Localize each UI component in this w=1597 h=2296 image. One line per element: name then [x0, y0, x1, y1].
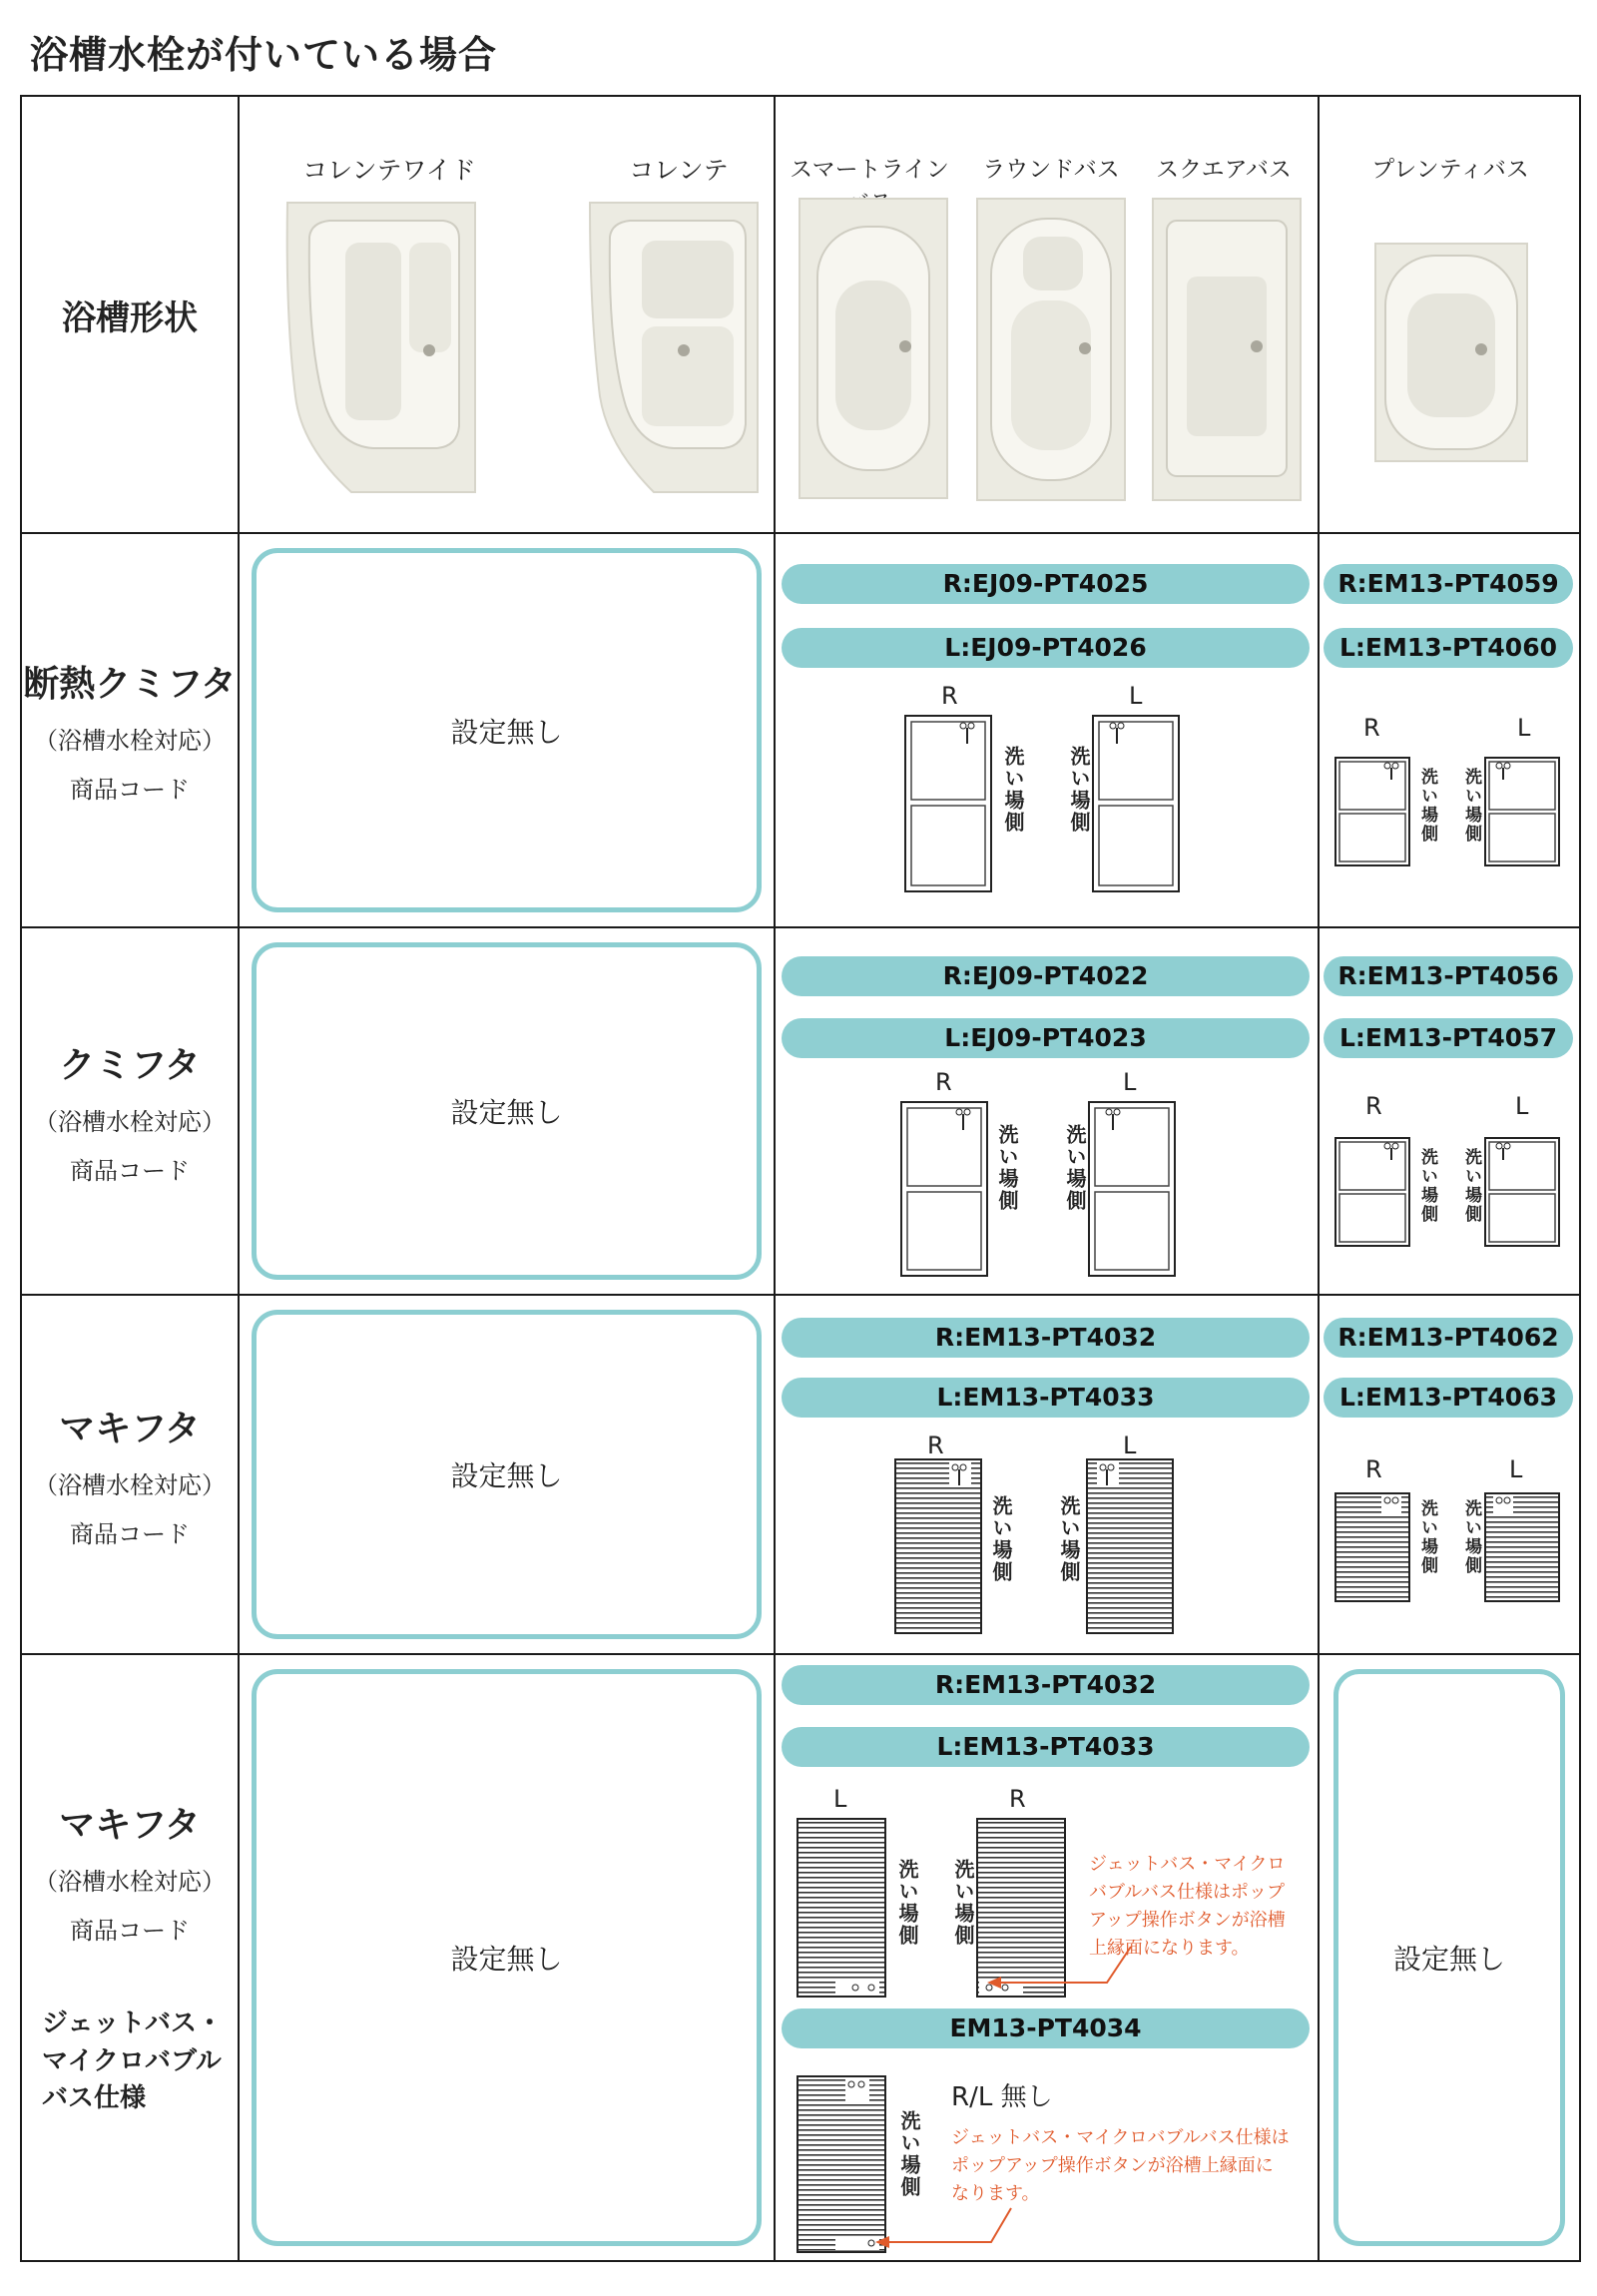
- row-makifuta-jet: [21, 1654, 1580, 2261]
- tub-round-icon: [975, 197, 1127, 502]
- name-square: スクエアバス: [1156, 157, 1292, 183]
- diagram-l-label: L: [833, 1785, 847, 1813]
- no-setting-text: 設定無し: [450, 1096, 563, 1129]
- codes-cell-3b: [1319, 1295, 1580, 1654]
- tub-corrente-wide-icon: [281, 197, 481, 498]
- wash-side-label: 洗い場側: [1001, 746, 1025, 834]
- nodef-cell-1: [239, 533, 775, 927]
- note-arrow-icon: [869, 2202, 1019, 2252]
- wash-side-label: 洗い場側: [995, 1124, 1019, 1212]
- diagram-r-label: R: [941, 682, 958, 710]
- code-pill: R:EJ09-PT4025: [782, 564, 1310, 604]
- no-setting-text: 設定無し: [450, 715, 563, 749]
- codes-cell-4a: [775, 1654, 1319, 2261]
- wash-side-label: 洗い場側: [951, 1859, 975, 1947]
- label-cell-4: [21, 1654, 239, 2261]
- lid-diagram-l-icon: [1483, 756, 1561, 867]
- code-pill: R:EJ09-PT4022: [782, 956, 1310, 996]
- name-corrente: コレンテ: [629, 156, 729, 185]
- diagram-l-label: L: [1129, 682, 1143, 710]
- rl-none-text: R/L 無し: [951, 2082, 1053, 2112]
- nodef-cell-2: [239, 927, 775, 1295]
- wash-side-label: 洗い場側: [1461, 768, 1481, 844]
- code-pill: L:EJ09-PT4023: [782, 1018, 1310, 1058]
- code-pill: R:EM13-PT4032: [782, 1665, 1310, 1705]
- tub-plenty-icon: [1373, 242, 1529, 463]
- name-plenty: プレンティバス: [1371, 157, 1529, 183]
- codes-cell-2b: [1319, 927, 1580, 1295]
- no-setting-box: [252, 1310, 762, 1639]
- row-subtitle: （浴槽水栓対応）: [34, 1470, 226, 1499]
- note-line: ジェットバス・マイクロ: [1089, 1854, 1286, 1875]
- codes-cell-1b: [1319, 533, 1580, 927]
- codes-cell-3a: [775, 1295, 1319, 1654]
- wash-side-label: 洗い場側: [1417, 1499, 1437, 1575]
- wash-side-label: 洗い場側: [1057, 1495, 1081, 1583]
- label-cell-1: [21, 533, 239, 927]
- no-setting-box: [1333, 1669, 1565, 2246]
- spec-table: [20, 95, 1581, 2262]
- no-setting-box: [252, 548, 762, 912]
- lid-diagram-l-icon: [1087, 1100, 1177, 1278]
- diagram-l-label: L: [1123, 1068, 1137, 1096]
- shape-row: [21, 96, 1580, 533]
- no-setting-box: [252, 942, 762, 1280]
- no-setting-box: [252, 1669, 762, 2246]
- wash-side-label: 洗い場側: [1461, 1148, 1481, 1224]
- code-pill: L:EM13-PT4060: [1324, 628, 1573, 668]
- roll-lid-diagram-r-icon: [1333, 1491, 1411, 1603]
- note-line: バブルバス仕様はポップ: [1089, 1881, 1286, 1903]
- nodef-cell-4b: [1319, 1654, 1580, 2261]
- jet-spec-label: [22, 2006, 238, 2118]
- note-line: アップ操作ボタンが浴槽: [1089, 1909, 1286, 1931]
- tub-square-icon: [1151, 197, 1303, 502]
- lid-diagram-r-icon: [1333, 756, 1411, 867]
- lid-diagram-r-icon: [903, 714, 993, 893]
- row-subtitle: （浴槽水栓対応）: [34, 727, 226, 755]
- nodef-cell-4: [239, 1654, 775, 2261]
- code-pill: R:EM13-PT4062: [1324, 1318, 1573, 1358]
- note-line: 上縁面になります。: [1089, 1937, 1250, 1959]
- wash-side-label: 洗い場側: [989, 1495, 1013, 1583]
- code-pill: R:EM13-PT4059: [1324, 564, 1573, 604]
- roll-lid-diagram-l-icon: [1085, 1457, 1175, 1635]
- tub-corrente-icon: [584, 197, 764, 498]
- shape-cell-plenty: [1319, 96, 1580, 533]
- note-line: ポップアップ操作ボタンが浴槽上縁面に: [951, 2154, 1274, 2176]
- jet-line: ジェットバス・: [42, 2008, 223, 2038]
- diagram-r-label: R: [1365, 1092, 1382, 1120]
- row-code-label: 商品コード: [70, 776, 190, 804]
- lid-diagram-r-icon: [899, 1100, 989, 1278]
- page-title: 浴槽水栓が付いている場合: [30, 33, 498, 77]
- row-title: マキフタ: [59, 1408, 201, 1449]
- label-cell-2: [21, 927, 239, 1295]
- code-pill: L:EM13-PT4033: [782, 1727, 1310, 1767]
- diagram-r-label: R: [927, 1432, 944, 1459]
- row-code-label: 商品コード: [70, 1519, 190, 1548]
- diagram-r-label: R: [1363, 714, 1380, 742]
- name-smartline: スマートライン: [790, 157, 949, 183]
- row-code-label: 商品コード: [70, 1156, 190, 1185]
- no-setting-text: 設定無し: [1392, 1943, 1505, 1976]
- row-title: クミフタ: [59, 1044, 201, 1086]
- code-pill: L:EM13-PT4033: [782, 1378, 1310, 1418]
- wash-side-label: 洗い場側: [1417, 768, 1437, 844]
- lid-diagram-l-icon: [1091, 714, 1181, 893]
- codes-cell-1a: [775, 533, 1319, 927]
- nodef-cell-3: [239, 1295, 775, 1654]
- wash-side-label: 洗い場側: [1461, 1499, 1481, 1575]
- row-subtitle: （浴槽水栓対応）: [34, 1107, 226, 1136]
- row-title: 断熱クミフタ: [23, 664, 237, 705]
- wash-side-label: 洗い場側: [1067, 746, 1091, 834]
- tub-smartline-icon: [798, 197, 949, 500]
- diagram-l-label: L: [1517, 714, 1531, 742]
- wash-side-label: 洗い場側: [897, 2110, 921, 2198]
- codes-cell-2a: [775, 927, 1319, 1295]
- row-subtitle: （浴槽水栓対応）: [34, 1867, 226, 1896]
- shape-label-cell: [21, 96, 239, 533]
- row-title: マキフタ: [59, 1804, 201, 1846]
- shape-cell-corrente: [239, 96, 775, 533]
- note-line: ジェットバス・マイクロバブルバス仕様は: [951, 2127, 1290, 2148]
- popup-note-2: [951, 2124, 1311, 2208]
- row-code-label: 商品コード: [70, 1916, 190, 1945]
- diagram-l-label: L: [1123, 1432, 1137, 1459]
- roll-lid-diagram-r-icon: [893, 1457, 983, 1635]
- wash-side-label: 洗い場側: [895, 1859, 919, 1947]
- lid-diagram-l-icon: [1483, 1136, 1561, 1248]
- code-pill: R:EM13-PT4032: [782, 1318, 1310, 1358]
- diagram-r-label: R: [1365, 1455, 1382, 1483]
- diagram-l-label: L: [1509, 1455, 1523, 1483]
- diagram-r-label: R: [935, 1068, 952, 1096]
- diagram-r-label: R: [1009, 1785, 1026, 1813]
- code-pill: R:EM13-PT4056: [1324, 956, 1573, 996]
- note-arrow-icon: [979, 1943, 1139, 1991]
- jet-line: マイクロバブル: [42, 2045, 222, 2076]
- code-pill: L:EM13-PT4057: [1324, 1018, 1573, 1058]
- lid-diagram-r-icon: [1333, 1136, 1411, 1248]
- code-pill: EM13-PT4034: [782, 2009, 1310, 2048]
- row-kumifuta: [21, 927, 1580, 1295]
- roll-lid-diagram-l-icon: [1483, 1491, 1561, 1603]
- roll-lid-diagram-l-icon: [796, 1817, 887, 1999]
- note-line: なります。: [951, 2182, 1040, 2204]
- label-cell-3: [21, 1295, 239, 1654]
- code-pill: L:EJ09-PT4026: [782, 628, 1310, 668]
- row-insulated-kumifuta: [21, 533, 1580, 927]
- name-corrente-wide: コレンテワイド: [302, 156, 476, 185]
- no-setting-text: 設定無し: [450, 1943, 563, 1976]
- row-makifuta: [21, 1295, 1580, 1654]
- no-setting-text: 設定無し: [450, 1459, 563, 1492]
- wash-side-label: 洗い場側: [1417, 1148, 1437, 1224]
- code-pill: L:EM13-PT4063: [1324, 1378, 1573, 1418]
- jet-line: バス仕様: [42, 2083, 147, 2114]
- shape-label: 浴槽形状: [62, 297, 198, 338]
- wash-side-label: 洗い場側: [1063, 1124, 1087, 1212]
- name-round: ラウンドバス: [982, 157, 1120, 183]
- diagram-l-label: L: [1515, 1092, 1529, 1120]
- shape-cell-smart: [775, 96, 1319, 533]
